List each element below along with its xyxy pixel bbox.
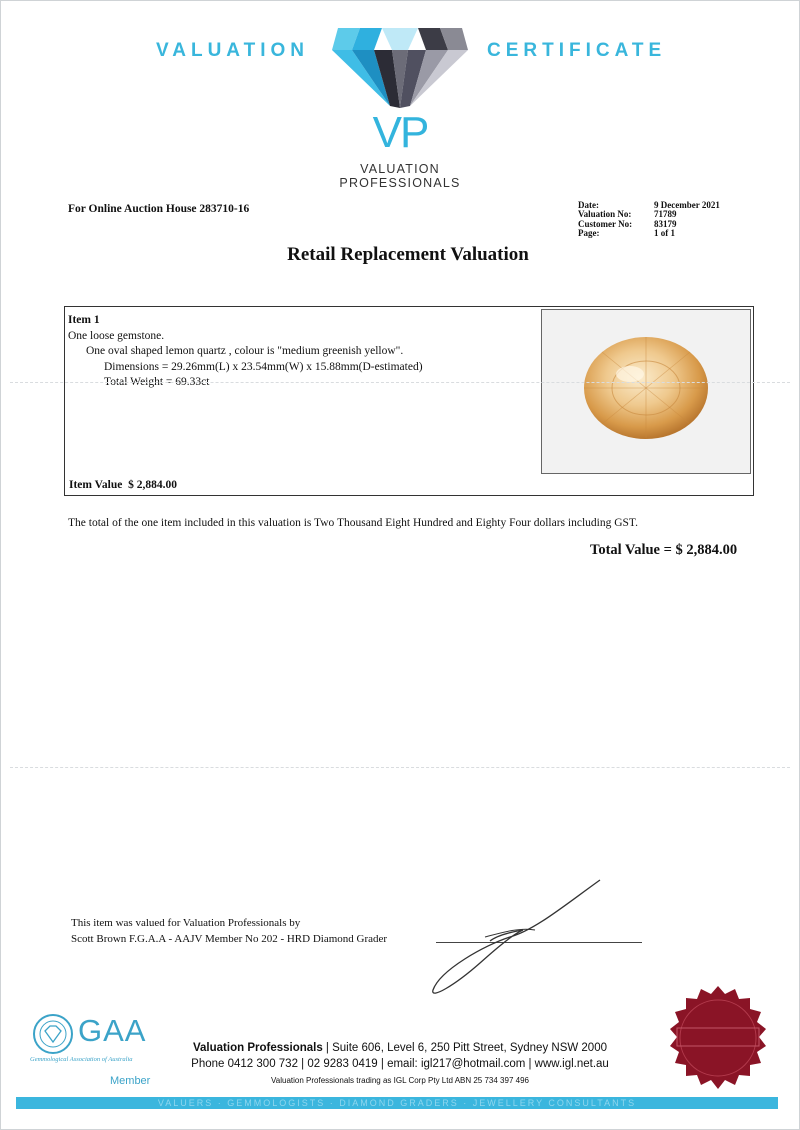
client-line: For Online Auction House 283710-16: [68, 203, 250, 215]
footer-company: Valuation Professionals: [193, 1042, 323, 1054]
meta-label: Valuation No:: [578, 209, 632, 220]
item-value-label: Item Value: [69, 479, 123, 491]
footer-band: VALUERS · GEMMOLOGISTS · DIAMOND GRADERS · JEWELLERY CONSULTANTS: [16, 1097, 778, 1109]
meta-value: 1 of 1: [654, 228, 675, 239]
header-valuation-word: VALUATION: [156, 40, 310, 61]
meta-value: 9 December 2021: [654, 200, 720, 210]
fold-line: [10, 767, 790, 768]
footer-contacts: Phone 0412 300 732 | 02 9283 0419 | email: igl217@hotmail.com | www.igl.net.au: [191, 1058, 609, 1070]
meta-label: Date:: [578, 200, 599, 210]
fold-line: [10, 382, 790, 383]
meta-block: [578, 201, 720, 239]
gemstone-image: [542, 310, 750, 473]
signer-line-2: Scott Brown F.G.A.A - AAJV Member No 202 - HRD Diamond Grader: [71, 932, 388, 945]
logo-letters: VP: [372, 108, 428, 157]
gaa-subtitle: Gemmological Association of Australia: [30, 1056, 133, 1063]
item-value: [69, 479, 177, 491]
total-value: Total Value = $ 2,884.00: [590, 542, 738, 558]
item-line-1: One loose gemstone.: [68, 329, 165, 342]
item-line-2: One oval shaped lemon quartz , colour is "medium greenish yellow".: [86, 345, 404, 357]
gaa-emblem-icon: [32, 1013, 74, 1055]
item-heading: Item 1: [68, 314, 100, 326]
footer-address: | Suite 606, Level 6, 250 Pitt Street, Sydney NSW 2000: [322, 1042, 607, 1054]
meta-row: [578, 229, 720, 238]
document-title: Retail Replacement Valuation: [287, 244, 529, 265]
item-line-4: Total Weight = 69.33ct: [104, 376, 210, 388]
meta-value: 71789: [654, 209, 677, 220]
gaa-member: Member: [110, 1075, 151, 1087]
signer-line-1: This item was valued for Valuation Professionals by: [71, 917, 301, 929]
meta-label: Customer No:: [578, 218, 633, 229]
signature-icon: [425, 875, 610, 1000]
header-certificate-word: CERTIFICATE: [487, 40, 667, 61]
footer-contact: [160, 1040, 640, 1072]
footer-address-line: [160, 1040, 640, 1056]
meta-label: Page:: [578, 228, 600, 239]
aajv-seal-icon: [663, 984, 773, 1094]
item-line-3: Dimensions = 29.26mm(L) x 23.54mm(W) x 15.88mm(D-estimated): [104, 360, 423, 373]
gaa-logo-text: GAA: [78, 1013, 147, 1048]
meta-value: 83179: [654, 218, 677, 229]
item-value-amount: $ 2,884.00: [128, 479, 177, 491]
footer-trading: Valuation Professionals trading as IGL Corp Pty Ltd ABN 25 734 397 496: [271, 1076, 529, 1085]
logo-professionals: PROFESSIONALS: [339, 176, 461, 190]
logo-valuation: VALUATION: [360, 162, 440, 176]
item-description: [68, 313, 423, 391]
gemstone-photo-frame: [541, 309, 751, 474]
total-sentence: The total of the one item included in this valuation is Two Thousand Eight Hundred and Eighty Four dollars including GST.: [68, 517, 638, 529]
diamond-logo-icon: [330, 26, 470, 110]
signer-block: [71, 916, 387, 947]
